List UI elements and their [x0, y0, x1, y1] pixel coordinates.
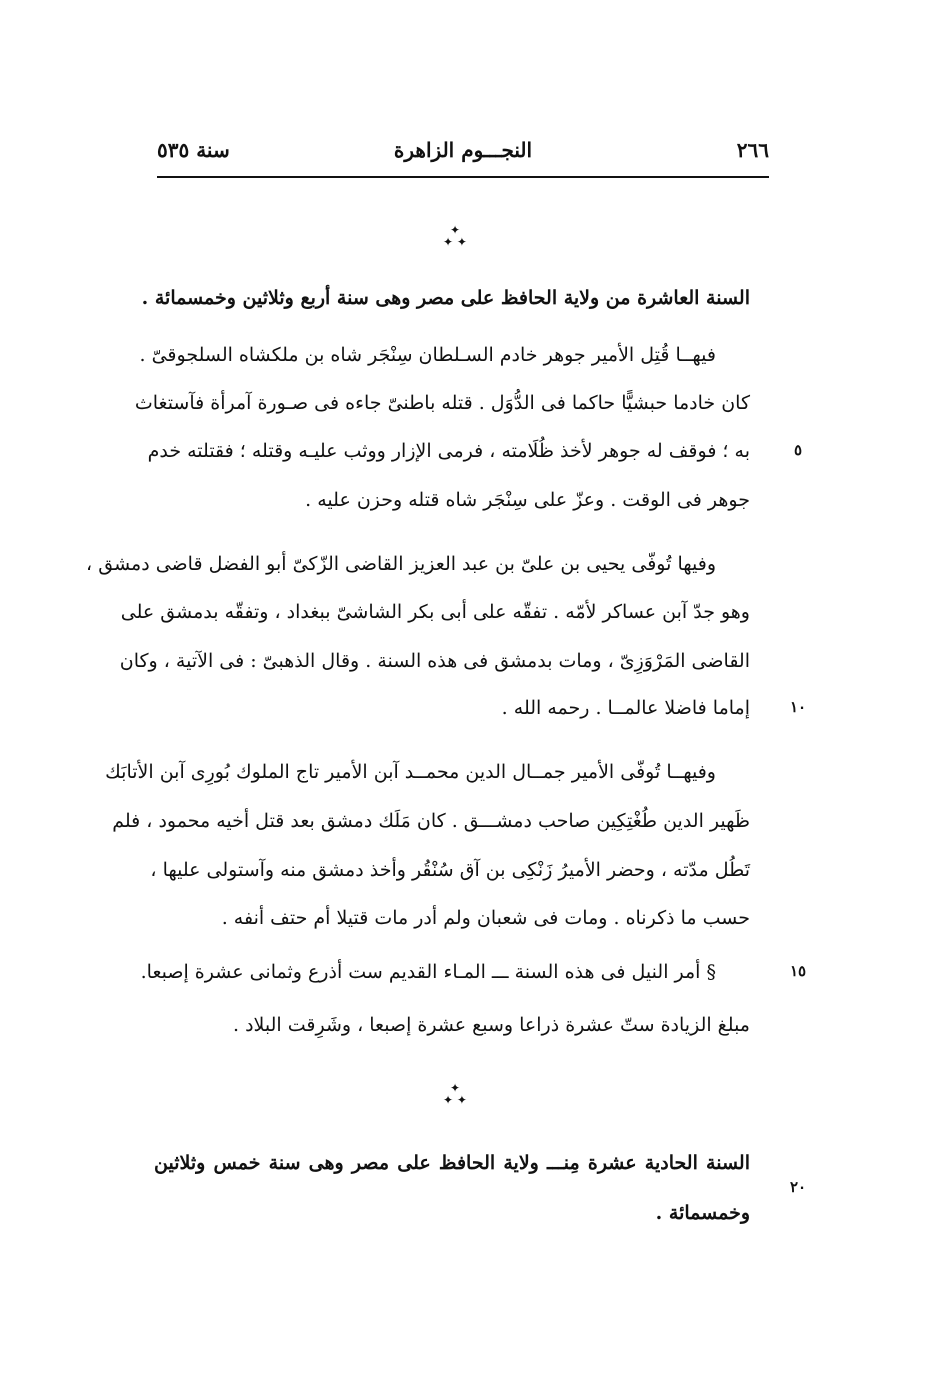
text-line: به ؛ فوقف له جوهر لأخذ ظُلَامته ، فرمى الإزار ووثب عليـه وقتله ؛ فقتلته خدم [147, 440, 750, 462]
text-line: ظَهير الدين طُغْتِكِين صاحب دمشـــق . كان مَلَك دمشق بعد قتل أخيه محمود ، فلم [112, 810, 750, 832]
section-ornament [435, 1082, 475, 1112]
text-line: تَطُل مدّته ، وحضر الأميرُ زَنْكِى بن آق سُنْقُر وأخذ دمشق منه وآستولى عليها ، [150, 859, 750, 881]
ornament-glyph: ✦ ✦ [443, 235, 467, 249]
text-line: القاضى المَرْوَزِىّ ، ومات بدمشق فى هذه السنة . وقال الذهبىّ : فى الآتية ، وكان [119, 650, 750, 672]
text-line: جوهر فى الوقت . وعزّ على سِنْجَر شاه قتله وحزن عليه . [305, 489, 750, 511]
header-rule [157, 176, 769, 178]
line-number-5: ٥ [793, 441, 803, 459]
year-label: سنة ٥٣٥ [157, 138, 230, 162]
line-number-10: ١٠ [789, 698, 807, 716]
text-line: وخمسمائة . [655, 1202, 750, 1224]
text-line: مبلغ الزيادة ستّ عشرة ذراعا وسبع عشرة إصبعا ، وشَرِقت البلاد . [233, 1014, 750, 1036]
text-line: السنة الحادية عشرة مِنـــ ولاية الحافظ على مصر وهى سنة خمس وثلاثين [154, 1152, 750, 1174]
ornament-glyph: ✦ ✦ [443, 1093, 467, 1107]
page-number: ٢٦٦ [736, 138, 769, 162]
book-title: النجـــوم الزاهرة [393, 138, 533, 162]
running-header [157, 138, 769, 174]
line-number-20: ٢٠ [789, 1178, 807, 1196]
text-line: § أمر النيل فى هذه السنة ـــ المـاء القديم ست أذرع وثمانى عشرة إصبعا. [140, 961, 716, 983]
text-line: فيهــا قُتِل الأمير جوهر خادم السـلطان سِنْجَر شاه بن ملكشاه السلجوقىّ . [139, 344, 716, 366]
text-line: وهو جدّ آبن عساكر لأمّه . تفقّه على أبى بكر الشاشىّ ببغداد ، وتفقّه بدمشق على [120, 601, 750, 623]
text-line: إماما فاضلا عالمــا . رحمه الله . [501, 697, 750, 719]
ornament-glyph: ✦ [449, 1081, 461, 1095]
text-line: حسب ما ذكرناه . ومات فى شعبان ولم أدر مات قتيلا أم حتف أنفه . [221, 907, 750, 929]
section-ornament [435, 224, 475, 254]
ornament-glyph: ✦ [449, 223, 461, 237]
line-number-15: ١٥ [789, 962, 807, 980]
text-line: وفيها تُوفّى يحيى بن علىّ بن عبد العزيز القاضى الزّكىّ أبو الفضل قاضى دمشق ، [86, 553, 716, 575]
text-line: وفيهــا تُوفّى الأمير جمــال الدين محمــد آبن الأمير تاج الملوك بُورِى آبن الأتابَك [105, 761, 716, 783]
text-line: كان خادما حبشيًّا حاكما فى الدُّوَل . قتله باطنىّ جاءه فى صـورة آمرأة فآستغاث [134, 392, 750, 414]
text-line: السنة العاشرة من ولاية الحافظ على مصر وهى سنة أربع وثلاثين وخمسمائة . [141, 287, 750, 309]
